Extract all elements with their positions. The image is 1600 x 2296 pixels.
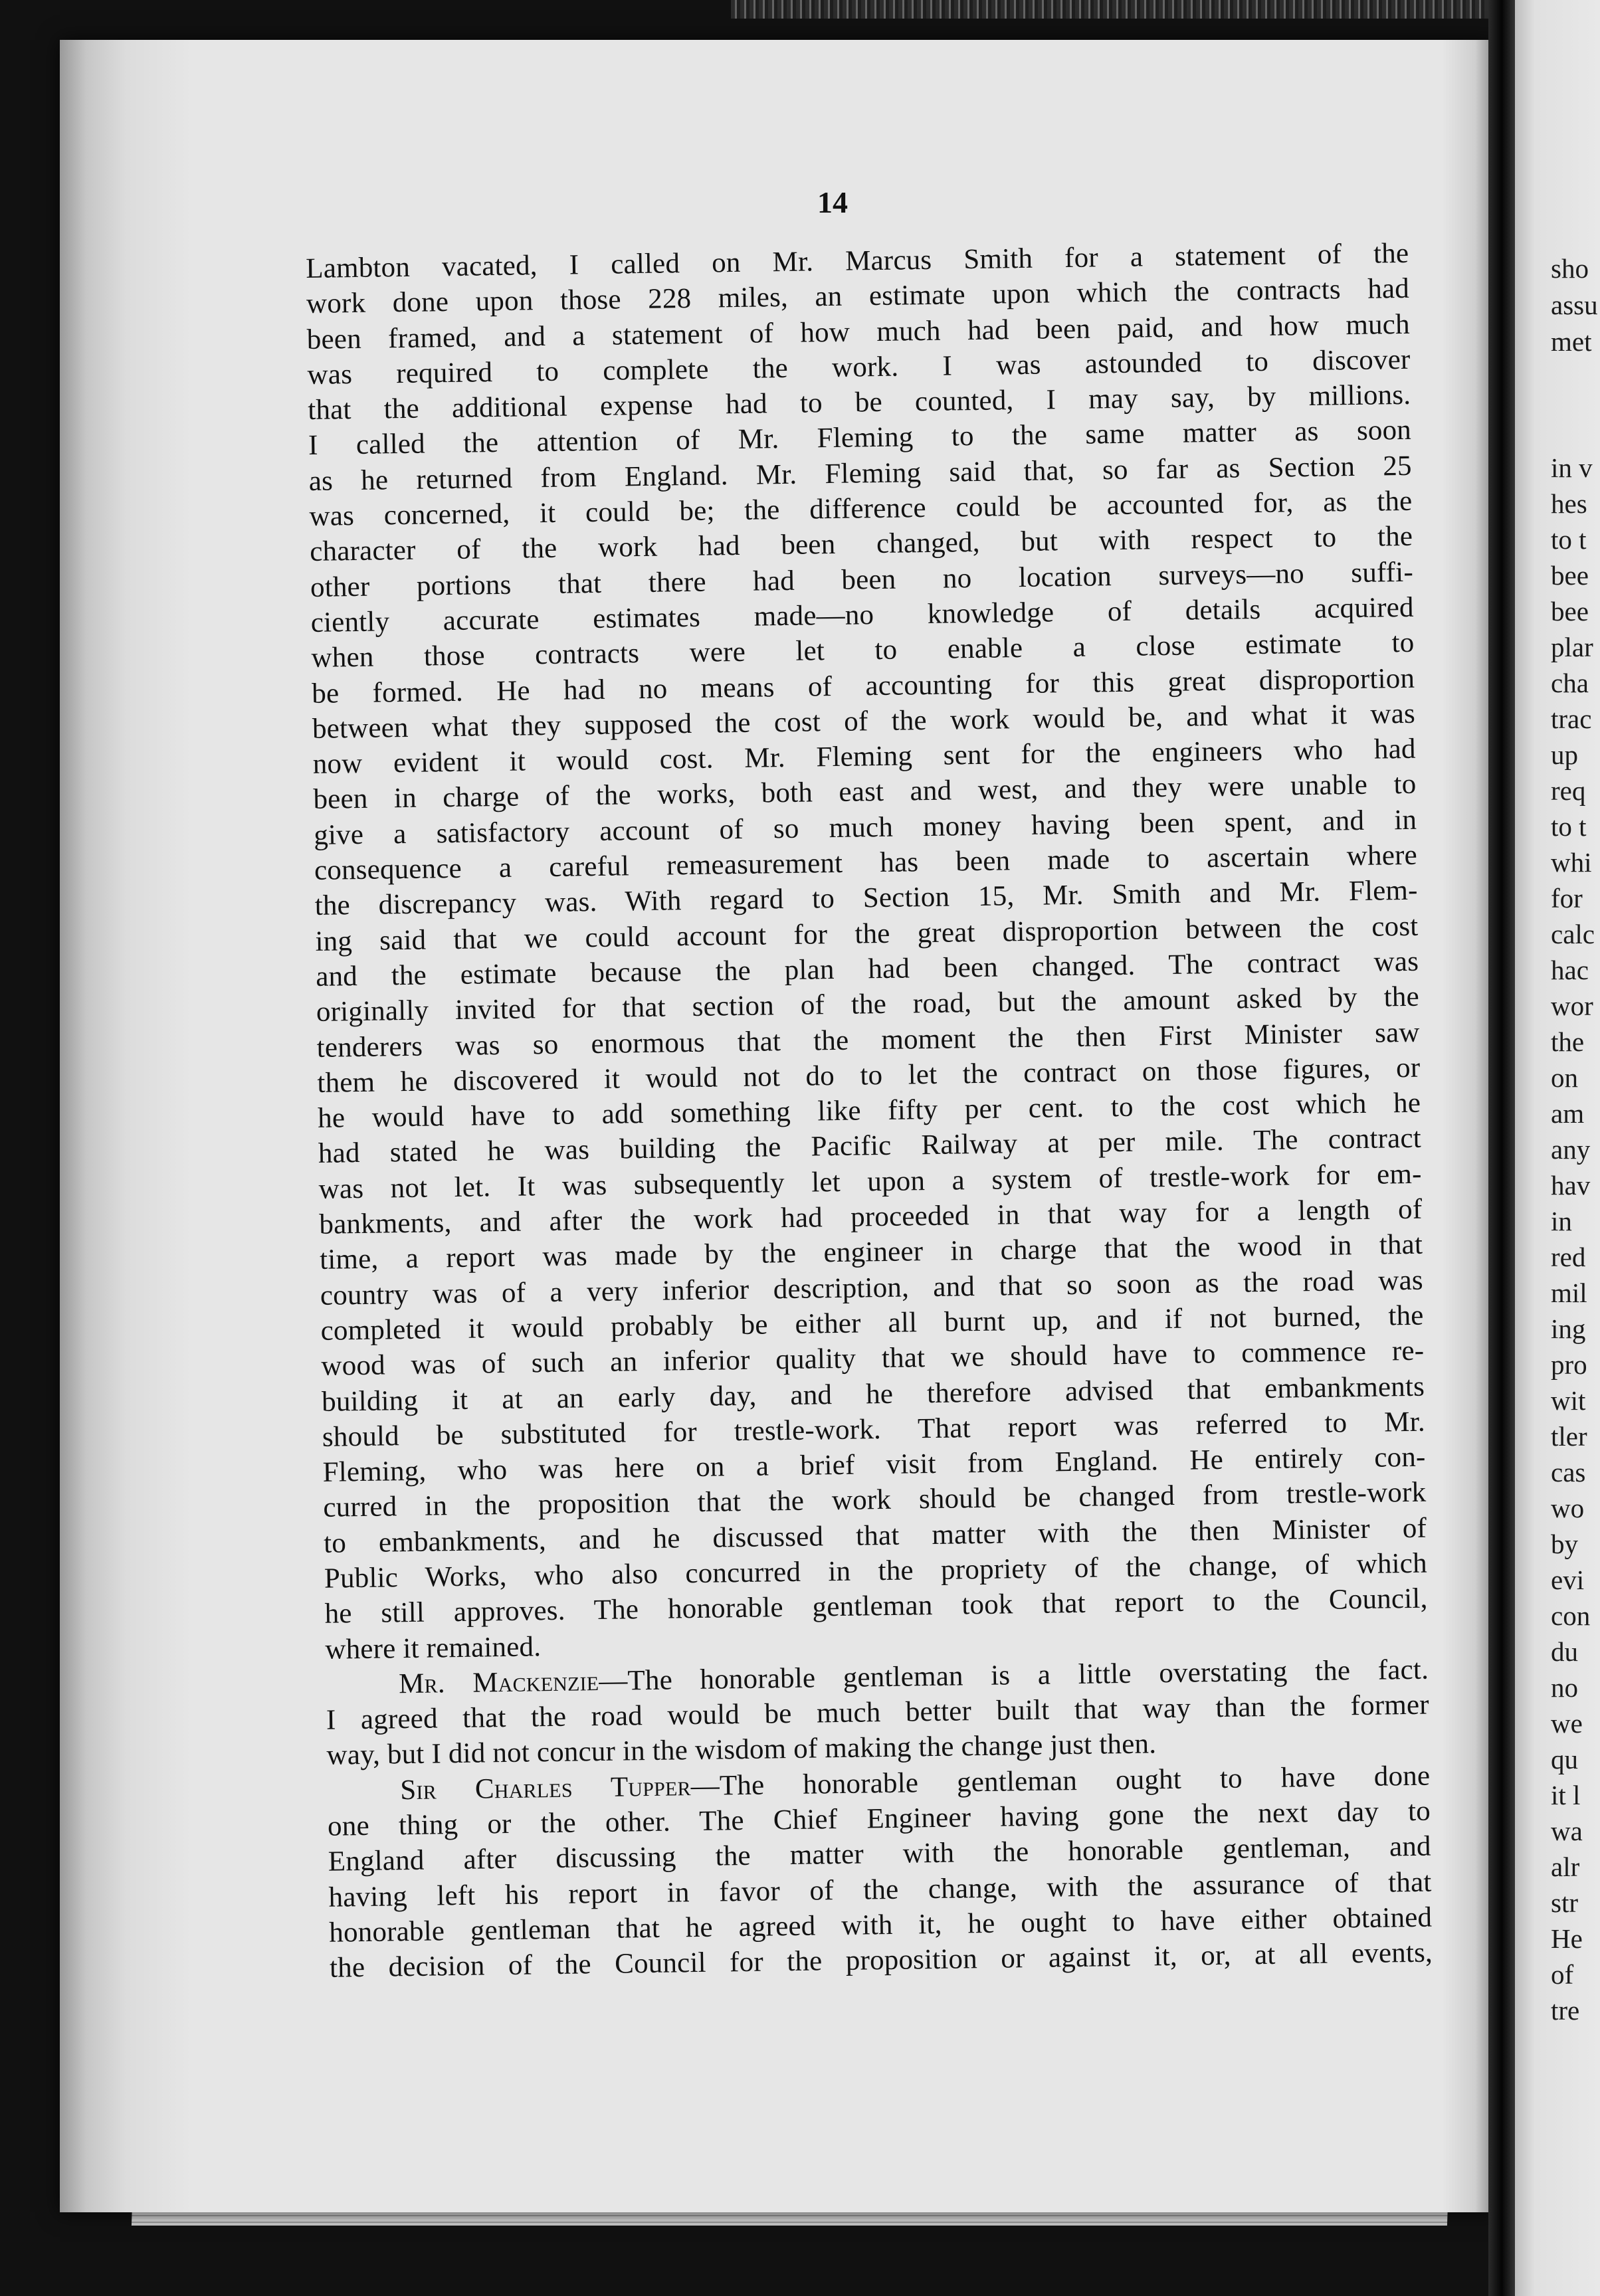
text-line: between what they supposed the cost of the work would be, and what it was: [312, 698, 1416, 745]
page-number: 14: [817, 185, 848, 219]
text-line: time, a report was made by the engineer in charge that the wood in that: [319, 1228, 1423, 1276]
adjacent-page-fragment: assu: [1551, 290, 1598, 320]
text-line: honorable gentleman that he agreed with it, he ought to have either obtained: [329, 1901, 1433, 1949]
adjacent-page-fragment: we: [1551, 1708, 1583, 1739]
adjacent-page-fragment: hes: [1551, 488, 1587, 519]
text-line: was not let. It was subsequently let upon a system of trestle-work for em-: [318, 1158, 1422, 1205]
text-line: ciently accurate estimates made—no knowledge of details acquired: [310, 591, 1414, 638]
adjacent-page-fragment: of: [1551, 1959, 1574, 1990]
speaker-name: Sir Charles Tupper: [400, 1770, 692, 1806]
text-line: work done upon those 228 miles, an estimate upon which the contracts had: [306, 273, 1410, 320]
book-top-edge: [731, 0, 1495, 19]
text-line: Lambton vacated, I called on Mr. Marcus Smith for a statement of the: [306, 237, 1409, 284]
adjacent-page-fragment: any: [1551, 1134, 1591, 1165]
text-line: consequence a careful remeasurement has been made to ascertain where: [314, 839, 1418, 886]
text-line: was concerned, it could be; the difference could be accounted for, as the: [309, 485, 1413, 533]
adjacent-page-fragment: on: [1551, 1062, 1578, 1093]
adjacent-page-fragment: wo: [1551, 1493, 1585, 1523]
text-line: way, but I did not concur in the wisdom of making the change just then.: [326, 1728, 1157, 1772]
text-line: he still approves. The honorable gentleman took that report to the Council,: [324, 1582, 1428, 1630]
text-line: curred in the proposition that the work should be changed from trestle-work: [323, 1477, 1427, 1524]
text-line: England after discussing the matter with the honorable gentleman, and: [328, 1830, 1432, 1878]
adjacent-page-fragment: calc: [1551, 919, 1595, 949]
speech-text: —The honorable gentleman is a little overstating the fact.: [598, 1654, 1429, 1697]
text-line: should be substituted for trestle-work. That report was referred to Mr.: [322, 1406, 1426, 1453]
adjacent-page-fragment: plar: [1551, 632, 1593, 662]
adjacent-page-fragment: bee: [1551, 560, 1589, 591]
text-line: country was of a very inferior description, and that so soon as the road was: [320, 1264, 1424, 1311]
adjacent-page-fragment: by: [1551, 1529, 1578, 1559]
adjacent-page-fragment: trac: [1551, 704, 1592, 734]
text-line: been framed, and a statement of how much had been paid, and how much: [306, 308, 1411, 355]
adjacent-page-fragment: He: [1551, 1923, 1583, 1954]
adjacent-page-fragment: alr: [1551, 1852, 1580, 1882]
adjacent-page-fragment: hav: [1551, 1170, 1591, 1200]
text-line: Public Works, who also concurred in the propriety of the change, of which: [324, 1547, 1428, 1594]
adjacent-page-fragment: bee: [1551, 596, 1589, 626]
adjacent-page-fragment: wa: [1551, 1816, 1583, 1846]
text-line: I agreed that the road would be much better built that way than the former: [326, 1689, 1430, 1736]
speaker-name: Mr. Mackenzie: [398, 1665, 599, 1700]
text-line: where it remained.: [325, 1630, 542, 1666]
adjacent-page-fragment: whi: [1551, 847, 1592, 878]
text-line: was required to complete the work. I was astounded to discover: [307, 343, 1411, 391]
adjacent-page-fragment: am: [1551, 1098, 1585, 1129]
text-line: the discrepancy was. With regard to Section 15, Mr. Smith and Mr. Flem-: [314, 875, 1418, 922]
text-line: I called the attention of Mr. Fleming to the same matter as soon: [308, 415, 1412, 462]
adjacent-page-fragment: no: [1551, 1672, 1578, 1703]
adjacent-page-fragment: du: [1551, 1636, 1578, 1667]
text-line: had stated he was building the Pacific Railway at per mile. The contract: [318, 1123, 1422, 1170]
text-line: as he returned from England. Mr. Fleming said that, so far as Section 25: [308, 450, 1413, 497]
text-line: that the additional expense had to be counted, I may say, by millions.: [308, 379, 1411, 427]
text-line: tenderers was so enormous that the moment the then First Minister saw: [316, 1016, 1420, 1064]
body-text: [306, 236, 1433, 1986]
text-line: other portions that there had been no location surveys—no suffi-: [310, 556, 1414, 603]
adjacent-page-fragment: up: [1551, 739, 1578, 770]
text-line: he would have to add something like fifty per cent. to the cost which he: [317, 1087, 1421, 1134]
adjacent-page-fragment: mil: [1551, 1278, 1587, 1308]
text-line: when those contracts were let to enable a close estimate to: [311, 627, 1415, 674]
text-line: them he discovered it would not do to let the contract on those figures, or: [317, 1052, 1421, 1099]
adjacent-page-fragment: qu: [1551, 1744, 1578, 1774]
text-line: bankments, and after the work had proceeded in that way for a length of: [319, 1193, 1423, 1240]
text-line: been in charge of the works, both east and west, and they were unable to: [313, 769, 1417, 816]
book-gutter: [1488, 0, 1515, 2296]
text-line: building it at an early day, and he therefore advised that embankments: [321, 1371, 1425, 1418]
adjacent-page-fragment: in v: [1551, 452, 1593, 483]
text-line: Fleming, who was here on a brief visit from England. He entirely con-: [322, 1441, 1426, 1488]
adjacent-page-fragment: to t: [1551, 524, 1587, 555]
text-line: wood was of such an inferior quality that we should have to commence re-: [321, 1335, 1425, 1383]
speech-text: —The honorable gentleman ought to have done: [690, 1760, 1431, 1802]
text-line: ing said that we could account for the great disproportion between the cost: [315, 910, 1419, 957]
adjacent-page-fragment: tler: [1551, 1421, 1587, 1452]
text-line: the decision of the Council for the proposition or against it, or, at all events,: [329, 1937, 1433, 1984]
text-line: one thing or the other. The Chief Engineer having gone the next day to: [327, 1795, 1431, 1842]
adjacent-page-fragment: wor: [1551, 991, 1593, 1021]
adjacent-page-fragment: req: [1551, 775, 1586, 806]
adjacent-page-fragment: met: [1551, 326, 1592, 357]
adjacent-page-fragment: in: [1551, 1206, 1572, 1236]
adjacent-page-fragment: the: [1551, 1026, 1585, 1057]
text-line: give a satisfactory account of so much money having been spent, and in: [313, 804, 1417, 851]
adjacent-page-fragment: to t: [1551, 811, 1587, 842]
text-line: and the estimate because the plan had been changed. The contract was: [315, 945, 1419, 993]
text-line: now evident it would cost. Mr. Fleming sent for the engineers who had: [312, 733, 1416, 781]
text-line: having left his report in favor of the change, with the assurance of that: [328, 1866, 1432, 1913]
text-line: be formed. He had no means of accounting for this great disproportion: [311, 662, 1415, 710]
adjacent-page-fragment: cha: [1551, 668, 1589, 698]
text-line: originally invited for that section of the road, but the amount asked by the: [316, 981, 1420, 1028]
text-line: character of the work had been changed, but with respect to the: [309, 521, 1413, 568]
adjacent-page-fragment: hac: [1551, 955, 1589, 985]
adjacent-page-fragment: tre: [1551, 1995, 1580, 2026]
adjacent-page-fragment: str: [1551, 1887, 1578, 1918]
adjacent-page-fragment: cas: [1551, 1457, 1586, 1487]
adjacent-page: [1515, 0, 1600, 2296]
adjacent-page-fragment: pro: [1551, 1349, 1587, 1380]
adjacent-page-fragment: red: [1551, 1242, 1586, 1272]
adjacent-page-fragment: wit: [1551, 1385, 1586, 1416]
adjacent-page-fragment: ing: [1551, 1313, 1586, 1344]
adjacent-page-fragment: evi: [1551, 1565, 1585, 1595]
adjacent-page-fragment: it l: [1551, 1780, 1581, 1810]
adjacent-page-fragment: con: [1551, 1600, 1591, 1631]
adjacent-page-fragment: sho: [1551, 253, 1589, 284]
text-line: to embankments, and he discussed that matter with the then Minister of: [323, 1512, 1427, 1559]
adjacent-page-fragment: for: [1551, 883, 1583, 913]
text-line: completed it would probably be either all burnt up, and if not burned, the: [320, 1299, 1424, 1347]
